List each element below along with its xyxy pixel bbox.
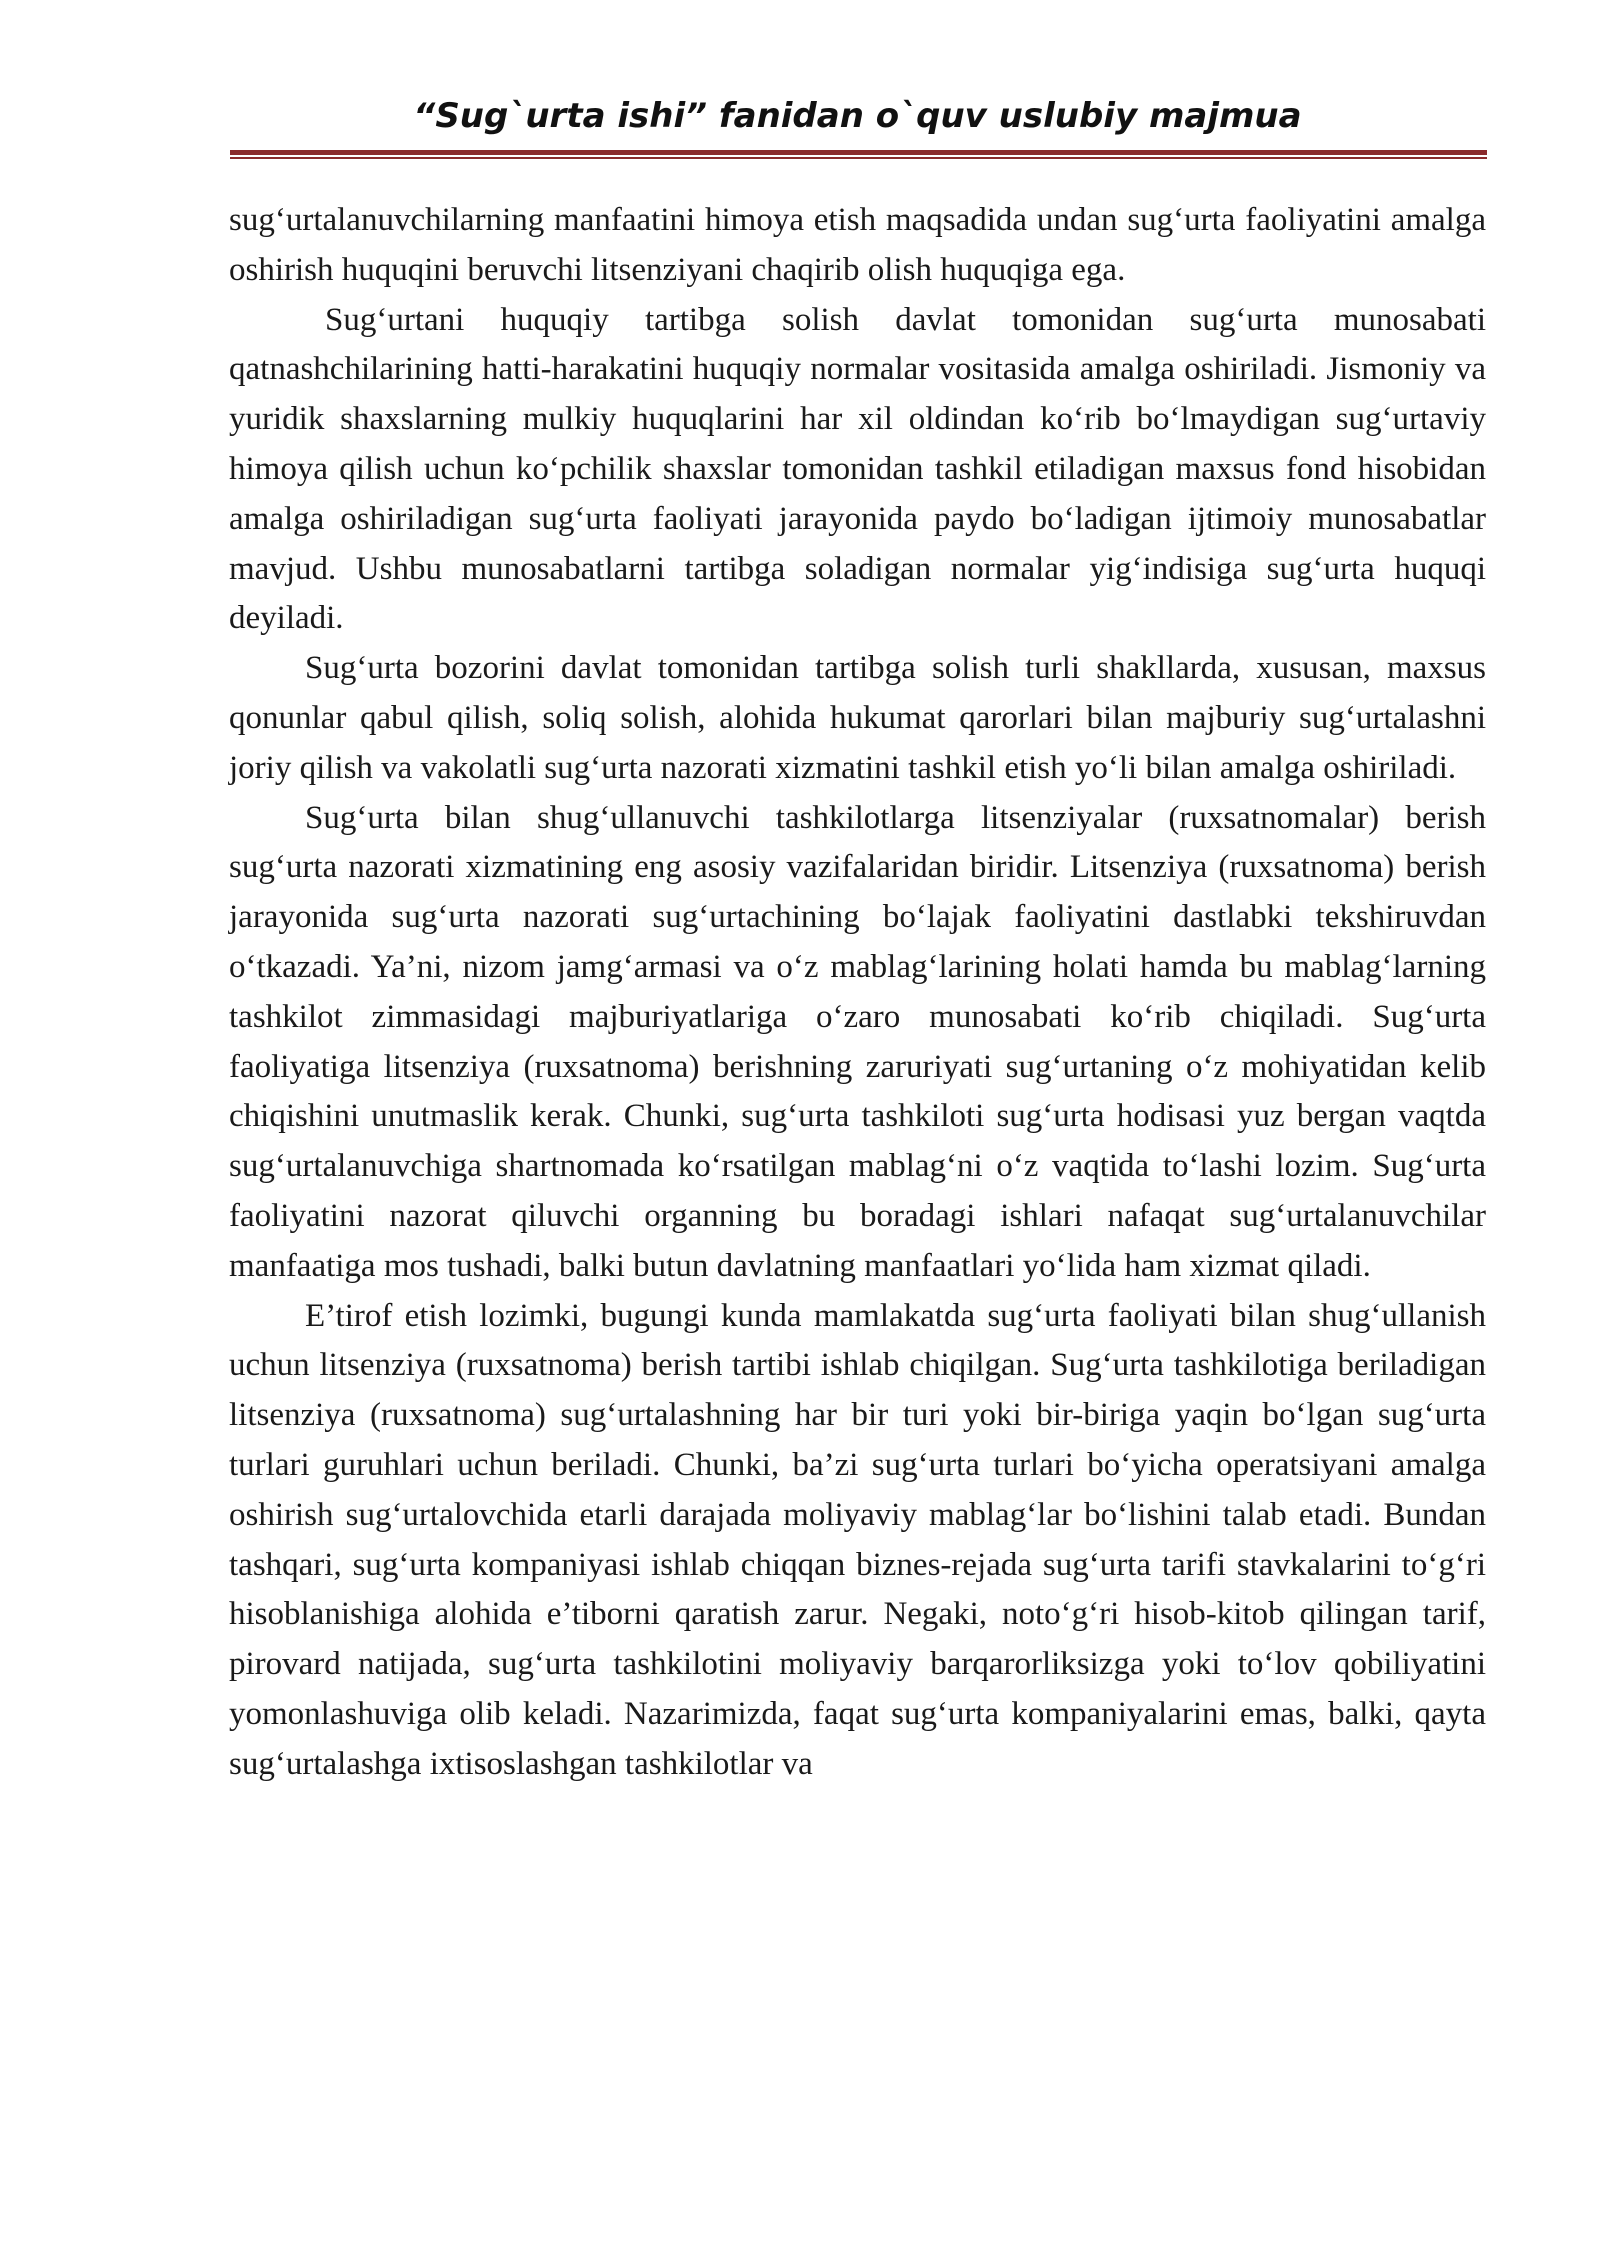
paragraph: Sug‘urta bilan shug‘ullanuvchi tashkilotlarga litsenziyalar (ruxsatnomalar) berish sug‘urta nazorati xizmatining eng asosiy vazifalaridan biridir. Litsenziya (ruxsatnoma) berish jarayonida sug‘urta nazorati sug‘urtachining bo‘lajak faoliyatini dastlabki tekshiruvdan o‘tkazadi. Ya’ni, nizom jamg‘armasi va o‘z mablag‘larining holati hamda bu mablag‘larning tashkilot zimmasidagi majburiyatlariga o‘zaro munosabati ko‘rib chiqiladi. Sug‘urta faoliyatiga litsenziya (ruxsatnoma) berishning zaruriyati sug‘urtaning o‘z mohiyatidan kelib chiqishini unutmaslik kerak. Chunki, sug‘urta tashkiloti sug‘urta hodisasi yuz bergan vaqtda sug‘urtalanuvchiga shartnomada ko‘rsatilgan mablag‘ni o‘z vaqtida to‘lashi lozim. Sug‘urta faoliyatini nazorat qiluvchi organning bu boradagi ishlari nafaqat sug‘urtalanuvchilar manfaatiga mos tushadi, balki butun davlatning manfaatlari yo‘lida ham xizmat qiladi. bbox=[229, 799, 1486, 1284]
header-divider-thin-line bbox=[230, 157, 1487, 159]
paragraph: Sug‘urtani huquqiy tartibga solish davlat tomonidan sug‘urta munosabati qatnashchilarining hatti-harakatini huquqiy normalar vositasida amalga oshiriladi. Jismoniy va yuridik shaxslarning mulkiy huquqlarini har xil oldindan ko‘rib bo‘lmaydigan sug‘urtaviy himoya qilish uchun ko‘pchilik shaxslar tomonidan tashkil etiladigan maxsus fond hisobidan amalga oshiriladigan sug‘urta faoliyati jarayonida paydo bo‘ladigan ijtimoiy munosabatlar mavjud. Ushbu munosabatlarni tartibga soladigan normalar yig‘indisiga sug‘urta huquqi deyiladi. bbox=[229, 301, 1486, 637]
paragraph: E’tirof etish lozimki, bugungi kunda mamlakatda sug‘urta faoliyati bilan shug‘ullanish uchun litsenziya (ruxsatnoma) berish tartibi ishlab chiqilgan. Sug‘urta tashkilotiga beriladigan litsenziya (ruxsatnoma) sug‘urtalashning har bir turi yoki bir-biriga yaqin bo‘lgan sug‘urta turlari guruhlari uchun beriladi. Chunki, ba’zi sug‘urta turlari bo‘yicha operatsiyani amalga oshirish sug‘urtalovchida etarli darajada moliyaviy mablag‘lar bo‘lishini talab etadi. Bundan tashqari, sug‘urta kompaniyasi ishlab chiqqan biznes-rejada sug‘urta tarifi stavkalarini to‘g‘ri hisoblanishiga alohida e’tiborni qaratish zarur. Negaki, noto‘g‘ri hisob-kitob qilingan tarif, pirovard natijada, sug‘urta tashkilotini moliyaviy barqarorliksizga yoki to‘lov qobiliyatini yomonlashuviga olib keladi. Nazarimizda, faqat sug‘urta kompaniyalarini emas, balki, qayta sug‘urtalashga ixtisoslashgan tashkilotlar va bbox=[229, 1297, 1486, 1782]
page-header-title: “Sug`urta ishi” fanidan o`quv uslubiy majmua bbox=[413, 96, 1302, 136]
paragraph: Sug‘urta bozorini davlat tomonidan tartibga solish turli shakllarda, xususan, maxsus qonunlar qabul qilish, soliq solish, alohida hukumat qarorlari bilan majburiy sug‘urtalashni joriy qilish va vakolatli sug‘urta nazorati xizmatini tashkil etish yo‘li bilan amalga oshiriladi. bbox=[229, 650, 1486, 786]
header-divider-thick-line bbox=[230, 150, 1487, 155]
header-divider bbox=[230, 150, 1487, 160]
document-body bbox=[229, 196, 1486, 1790]
paragraph-continuation: sug‘urtalanuvchilarning manfaatini himoya etish maqsadida undan sug‘urta faoliyatini amalga oshirish huquqini beruvchi litsenziyani chaqirib olish huquqiga ega. bbox=[229, 202, 1486, 288]
